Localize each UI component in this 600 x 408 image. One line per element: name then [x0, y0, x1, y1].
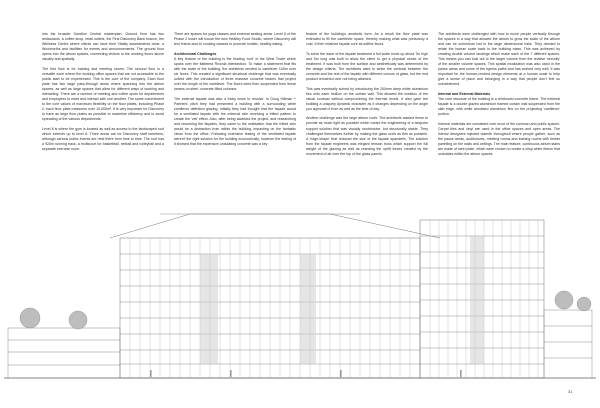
paragraph: To solve the issue of the façade treatment a full scale mock up about 7m high and 5m long was built to allow the client to get a physical sense of the treatment. It was built from the surface and aesthetically was determined by the design criteria. The architects want to strike the contrast between the concrete and the rest of the façade with different colours of glass, but the end product remained over not being attained. [306, 51, 428, 81]
page-number: 31 [568, 389, 573, 394]
paragraph: Internal materials are consistent over most of the common and public spaces. Carpet tiles and vinyl are used in the office spaces and open areas. The interior designers injected warmth throughout where people gather, such as the pause areas, auditoriums, meeting rooms and training rooms with timber panelling on the walls and ceilings. The main feature, continuous atrium stairs are made of steel plate, which were chosen to create a crisp white ribbon that undulates within the atrium spaces. [438, 121, 560, 157]
paragraph: The first floor is for training and meeting rooms. The second floor is a versatile zone where the working office spaces that are not accessible to the public start to be experienced. This is the core of the company. Each floor plate has two large pass-through areas where spanning into the atrium spaces, as well as large spaces that allow for different ways of working and interacting. There are a number of meeting and coffee spots for departments and employees to meet and interact with one another. The same commitment to the core values of maximum flexibility on the floor plates, including Phase 2, each floor plate measures over 10,000m², it is very important for Discovery to have as large floor plates as possible to maximise efficiency and to avoid spreading of the various departments. [42, 66, 164, 122]
paragraph: into the broader Sandton Central masterplan. Ground floor has two restaurants, a coffee shop, retail outlets, the First Discovery Bank branch, the Wellness Centre where clients can have their Vitality assessments done, a Woolworths and facilities for events and announcements. The ground floor opens into the atrium spaces, connecting visitors to the working floors above visually and spatially. [42, 32, 164, 62]
text-column-2 [174, 32, 296, 218]
paragraph: Another challenge was the large atrium roofs. The architects wanted these to provide as much light as possible which meant the engineering of a bespoke support solution that was visually unobtrusive, but structurally stable. They challenged themselves further by making the glass roofs as thin as possible. A 'ridge-shape' that reduced the size of the façade spandrels. The solution from the façade engineers was elegant tension truss which support the full weight of the glazing as well as resisting the uplift forces created by the movement of air over the top of the glass panels. [306, 116, 428, 156]
text-column-4 [438, 32, 560, 218]
section-heading: Internal and External Materials [438, 92, 491, 97]
paragraph: A key feature of the building is the floating 'roof' of the West Tower which spans over the flattened Rivonia intersection. To make a statement that fits with the scale of the building, the architects needed to cantilever 100m over six floors. This created a significant structural challenge that was eventually solved with the introduction of three massive concrete beams that project over the length of the cantilever. The floors were then suspended from these beams on steel, concrete-filled columns. [174, 56, 296, 92]
building-section-drawing [0, 200, 600, 392]
paragraph: The external façade was also a tricky issue to resolve. In Doug Hillman + Partners' pitch they had presented a building with a surrounding white cantilever definition glazing. Initially they had thought that the façade would be a ventilated façade with the external skin receiving a fritted pattern to create the 'veil' effect. Also, after being awarded the project, and researching and reworking the façades, they came to the realisation that the fritted skin would be a distraction from within the building, impacting on the fantastic views from the office. Following extensive testing of the ventilated façade weren't the right solution for the building economically, however the testing of it showed that the expensive undulating concrete was a key [174, 96, 296, 147]
paragraph: This was eventually solved by introducing the 200mm deep white aluminium fins onto each mullion on the curtain wall. This allowed the creation of the visual contrast without compromising the thermal levels. It also gave the building a uniquely dynamic character as it changes depending on the angle you approach it from as well as the time of day. [306, 86, 428, 111]
paragraph: Level 8 is where the gym is located as well as access to the landscaped roof which extends up to level 6. Three areas are for Discovery staff members, although various public events are held there from time to time. The roof has a 920m running track, a multicourt for basketball, netball and volleyball and a separate exercise room. [42, 126, 164, 152]
paragraph: The architects were challenged with how to move people vertically through the spaces in a way that allowed the atrium to grow the scale of the atrium and can be somewhat lost in the large dimensional halls. They needed to relate the human scale back to the building mass. This was achieved by creating double volume landings which make each of the 7 different spaces. This means you can look out to the larger volume from the relative 'security' of the smaller volume spaces. This spatial modulation was also used in the pause areas and some of the egress paths and has worked very well. It was important for the human-centred design elements at a human scale to help give a sense of place and belonging in a way that people don't feel so overwhelmed. [438, 32, 560, 87]
paragraph: There are spaces for yoga classes and external seating areas. Level 8 of the Phase 2 tower will house the new Healthy Food Studio, where Discovery will test 'frame-and-hi' cooking classes to promote holistic, healthy eating. [174, 32, 296, 47]
article-body [42, 32, 578, 218]
text-column-3 [306, 32, 428, 218]
text-column-1 [42, 32, 164, 218]
section-heading: Architectural Challenges [174, 51, 217, 56]
paragraph: The core structure of the building is a reinforced concrete frame. The external façade is a double glazed aluminium framed curtain wall suspended from the slab edge, with white anodised aluminium fins on the projecting 'cantilever' portion. [438, 97, 560, 117]
paragraph: feature of the building's aesthetic form. As a result the floor plate was extended to fill the cantilever space, thereby making what was previously a void. It then retained façade core as edifice floors. [306, 32, 428, 47]
